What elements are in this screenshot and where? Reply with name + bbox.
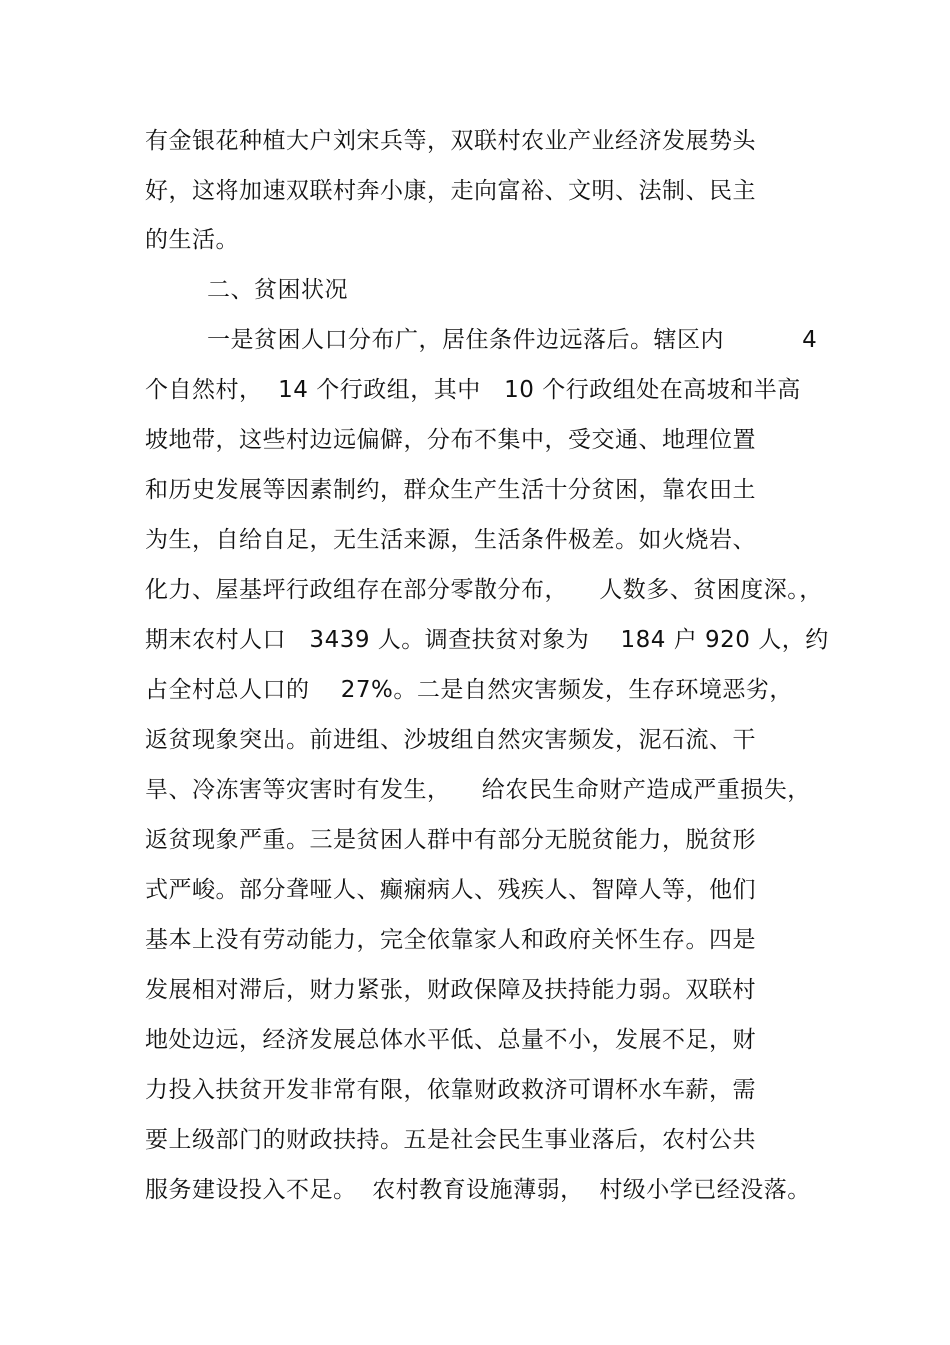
text-line: 返贫现象突出。前进组、沙坡组自然灾害频发，泥石流、干	[145, 727, 756, 753]
text-line: 要上级部门的财政扶持。五是社会民生事业落后，农村公共	[145, 1127, 756, 1153]
text-line: 和历史发展等因素制约，群众生产生活十分贫困，靠农田土	[145, 477, 756, 503]
text-line: 有金银花种植大户刘宋兵等，双联村农业产业经济发展势头	[145, 128, 756, 154]
text-line: 服务建设投入不足。 农村教育设施薄弱， 村级小学已经没落。	[145, 1177, 811, 1203]
text-line: 好，这将加速双联村奔小康，走向富裕、文明、法制、民主	[145, 178, 756, 204]
text-line: 坡地带，这些村边远偏僻，分布不集中，受交通、地理位置	[145, 427, 756, 453]
text-line: 一是贫困人口分布广，居住条件边远落后。辖区内 4	[207, 327, 818, 353]
text-line: 式严峻。部分聋哑人、癫痫病人、残疾人、智障人等，他们	[145, 877, 756, 903]
text-line: 的生活。	[145, 227, 239, 253]
text-line: 个自然村， 14 个行政组，其中 10 个行政组处在高坡和半高	[145, 377, 801, 403]
text-line: 化力、屋基坪行政组存在部分零散分布， 人数多、贫困度深。，	[145, 577, 823, 603]
text-line: 占全村总人口的 27%。二是自然灾害频发，生存环境恶劣，	[145, 677, 793, 703]
text-line: 旱、冷冻害等灾害时有发生， 给农民生命财产造成严重损失，	[145, 777, 811, 803]
text-line: 期末农村人口 3439 人。调查扶贫对象为 184 户 920 人，约	[145, 627, 829, 653]
text-line: 为生，自给自足，无生活来源，生活条件极差。如火烧岩、	[145, 527, 756, 553]
text-line: 发展相对滞后，财力紧张，财政保障及扶持能力弱。双联村	[145, 977, 756, 1003]
text-line: 基本上没有劳动能力，完全依靠家人和政府关怀生存。四是	[145, 927, 756, 953]
text-line: 地处边远，经济发展总体水平低、总量不小，发展不足，财	[145, 1027, 756, 1053]
section-heading: 二、贫困状况	[207, 277, 348, 303]
text-line: 返贫现象严重。三是贫困人群中有部分无脱贫能力，脱贫形	[145, 827, 756, 853]
text-line: 力投入扶贫开发非常有限，依靠财政救济可谓杯水车薪，需	[145, 1077, 756, 1103]
